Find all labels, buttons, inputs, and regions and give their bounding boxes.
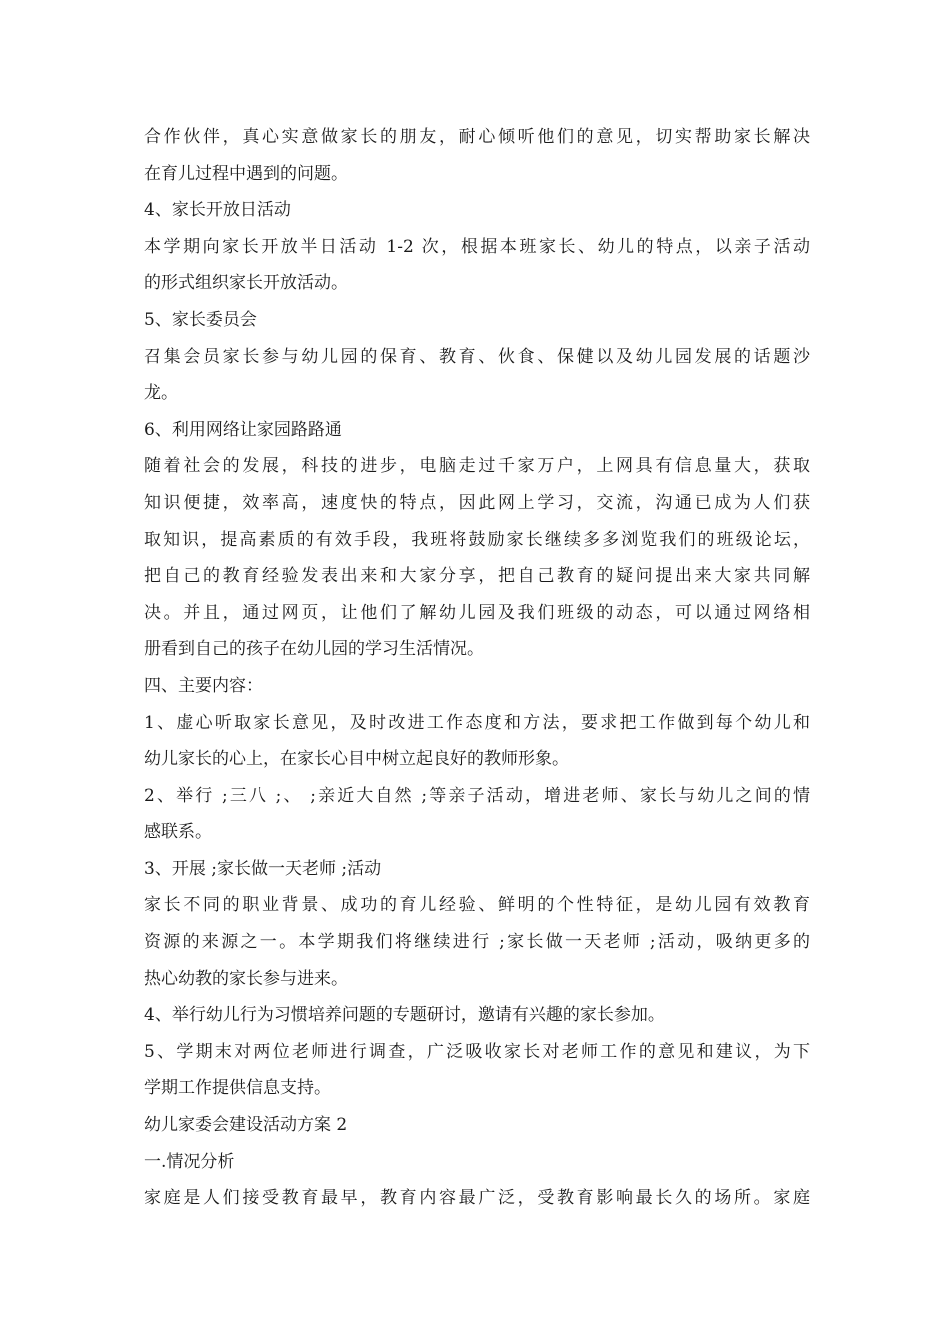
paragraph-line: 在育儿过程中遇到的问题。 <box>144 163 348 184</box>
paragraph-line: 热心幼教的家长参与进来。 <box>144 968 348 989</box>
paragraph-line: 1、虚心听取家长意见，及时改进工作态度和方法，要求把工作做到每个幼儿和 <box>144 712 810 733</box>
section-heading: 一.情况分析 <box>144 1151 235 1172</box>
paragraph-line: 感联系。 <box>144 822 212 843</box>
section-heading: 四、主要内容： <box>144 675 263 696</box>
section-heading: 5、家长委员会 <box>144 309 257 330</box>
paragraph-line: 2、举行 ;三八 ;、 ;亲近大自然 ;等亲子活动，增进老师、家长与幼儿之间的情 <box>144 785 810 806</box>
section-heading: 4、家长开放日活动 <box>144 200 291 221</box>
paragraph-line: 资源的来源之一。本学期我们将继续进行 ;家长做一天老师 ;活动，吸纳更多的 <box>144 932 810 953</box>
paragraph-line: 取知识，提高素质的有效手段，我班将鼓励家长继续多多浏览我们的班级论坛， <box>144 529 810 550</box>
paragraph-line: 知识便捷，效率高，速度快的特点，因此网上学习，交流，沟通已成为人们获 <box>144 492 810 513</box>
paragraph-line: 随着社会的发展，科技的进步，电脑走过千家万户，上网具有信息量大，获取 <box>144 456 810 477</box>
paragraph-line: 把自己的教育经验发表出来和大家分享，把自己教育的疑问提出来大家共同解 <box>144 566 810 587</box>
paragraph-line: 学期工作提供信息支持。 <box>144 1078 331 1099</box>
document-body <box>144 119 810 1217</box>
paragraph-line: 家长不同的职业背景、成功的育儿经验、鲜明的个性特征，是幼儿园有效教育 <box>144 895 810 916</box>
paragraph-line: 本学期向家长开放半日活动 1-2 次，根据本班家长、幼儿的特点，以亲子活动 <box>144 236 810 257</box>
paragraph-line: 册看到自己的孩子在幼儿园的学习生活情况。 <box>144 639 484 660</box>
section-heading: 3、开展 ;家长做一天老师 ;活动 <box>144 858 382 879</box>
paragraph-line: 家庭是人们接受教育最早，教育内容最广泛，受教育影响最长久的场所。家庭 <box>144 1188 810 1209</box>
paragraph-line: 5、学期末对两位老师进行调查，广泛吸收家长对老师工作的意见和建议，为下 <box>144 1041 810 1062</box>
paragraph-line: 合作伙伴，真心实意做家长的朋友，耐心倾听他们的意见，切实帮助家长解决 <box>144 127 810 147</box>
paragraph-line: 幼儿家长的心上，在家长心目中树立起良好的教师形象。 <box>144 749 569 770</box>
paragraph-line: 4、举行幼儿行为习惯培养问题的专题研讨，邀请有兴趣的家长参加。 <box>144 1005 665 1026</box>
paragraph-line: 龙。 <box>144 383 178 404</box>
paragraph-line: 的形式组织家长开放活动。 <box>144 273 348 294</box>
section-heading: 6、利用网络让家园路路通 <box>144 419 342 440</box>
paragraph-line: 召集会员家长参与幼儿园的保育、教育、伙食、保健以及幼儿园发展的话题沙 <box>144 346 810 367</box>
paragraph-line: 决。并且，通过网页，让他们了解幼儿园及我们班级的动态，可以通过网络相 <box>144 602 810 623</box>
document-title: 幼儿家委会建设活动方案 2 <box>144 1115 348 1136</box>
